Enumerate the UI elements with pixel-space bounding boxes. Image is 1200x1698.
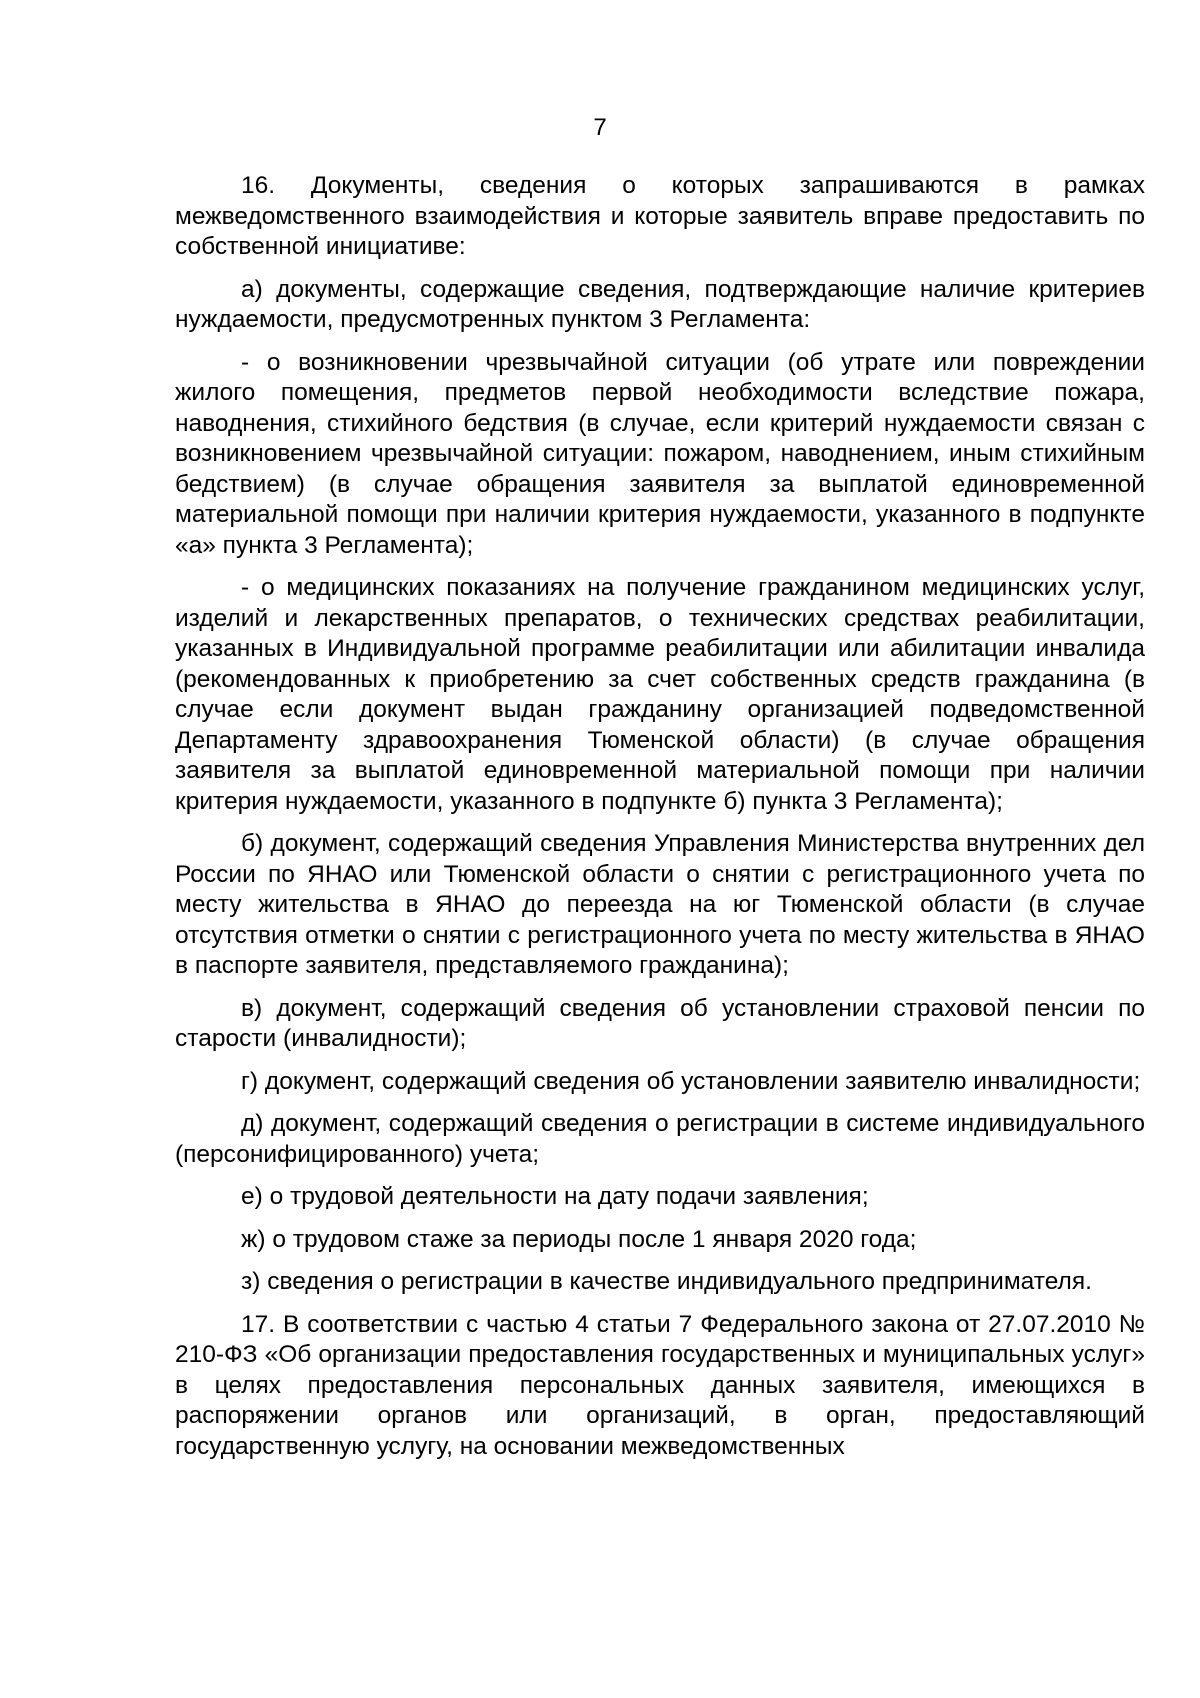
paragraph-16-z: з) сведения о регистрации в качестве индивидуального предпринимателя. <box>241 1268 1092 1295</box>
page-number: 7 <box>593 114 607 141</box>
paragraph-16: 16. Документы, сведения о которых запрашиваются в рамках межведомственного взаимодействия и которые заявитель вправе предоставить по собственной инициативе: <box>175 172 1145 260</box>
paragraph-16-e: е) о трудовой деятельности на дату подачи заявления; <box>241 1183 869 1210</box>
paragraph-16-a-medical: - о медицинских показаниях на получение гражданином медицинских услуг, изделий и лекарственных препаратов, о технических средствах реабилитации, указанных в Индивидуальной программе реабилитации или абилитации инвалида (рекомендованных к приобретению за счет собственных средств гражданина (в случае если документ выдан гражданину организацией подведомственной Департаменту здравоохранения Тюменской области) (в случае обращения заявителя за выплатой единовременной материальной помощи при наличии критерия нуждаемости, указанного в подпункте б) пункта 3 Регламента); <box>175 574 1145 815</box>
paragraph-16-d: д) документ, содержащий сведения о регистрации в системе индивидуального (персонифицированного) учета; <box>175 1110 1145 1168</box>
paragraph-17: 17. В соответствии с частью 4 статьи 7 Федерального закона от 27.07.2010 № 210-ФЗ «Об организации предоставления государственных и муниципальных услуг» в целях предоставления персональных данных заявителя, имеющихся в распоряжении органов или организаций, в орган, предоставляющий государственную услугу, на основании межведомственных <box>175 1310 1145 1460</box>
paragraph-16-a-emergency: - о возникновении чрезвычайной ситуации (об утрате или повреждении жилого помещения, предметов первой необходимости вследствие пожара, наводнения, стихийного бедствия (в случае, если критерий нуждаемости связан с возникновением чрезвычайной ситуации: пожаром, наводнением, иным стихийным бедствием) (в случае обращения заявителя за выплатой единовременной материальной помощи при наличии критерия нуждаемости, указанного в подпункте «а» пункта 3 Регламента); <box>175 348 1145 559</box>
paragraph-16-b: б) документ, содержащий сведения Управления Министерства внутренних дел России по ЯНАО или Тюменской области о снятии с регистрационного учета по месту жительства в ЯНАО до переезда на юг Тюменской области (в случае отсутствия отметки о снятии с регистрационного учета по месту жительства в ЯНАО в паспорте заявителя, представляемого гражданина); <box>175 830 1145 979</box>
paragraph-16-v: в) документ, содержащий сведения об установлении страховой пенсии по старости (инвалидности); <box>175 994 1145 1052</box>
paragraph-16-g: г) документ, содержащий сведения об установлении заявителю инвалидности; <box>241 1067 1141 1095</box>
paragraph-16-a: а) документы, содержащие сведения, подтверждающие наличие критериев нуждаемости, предусмотренных пунктом 3 Регламента: <box>175 275 1145 333</box>
document-body <box>175 171 1145 1474</box>
paragraph-16-zh: ж) о трудовом стаже за периоды после 1 января 2020 года; <box>241 1225 917 1253</box>
